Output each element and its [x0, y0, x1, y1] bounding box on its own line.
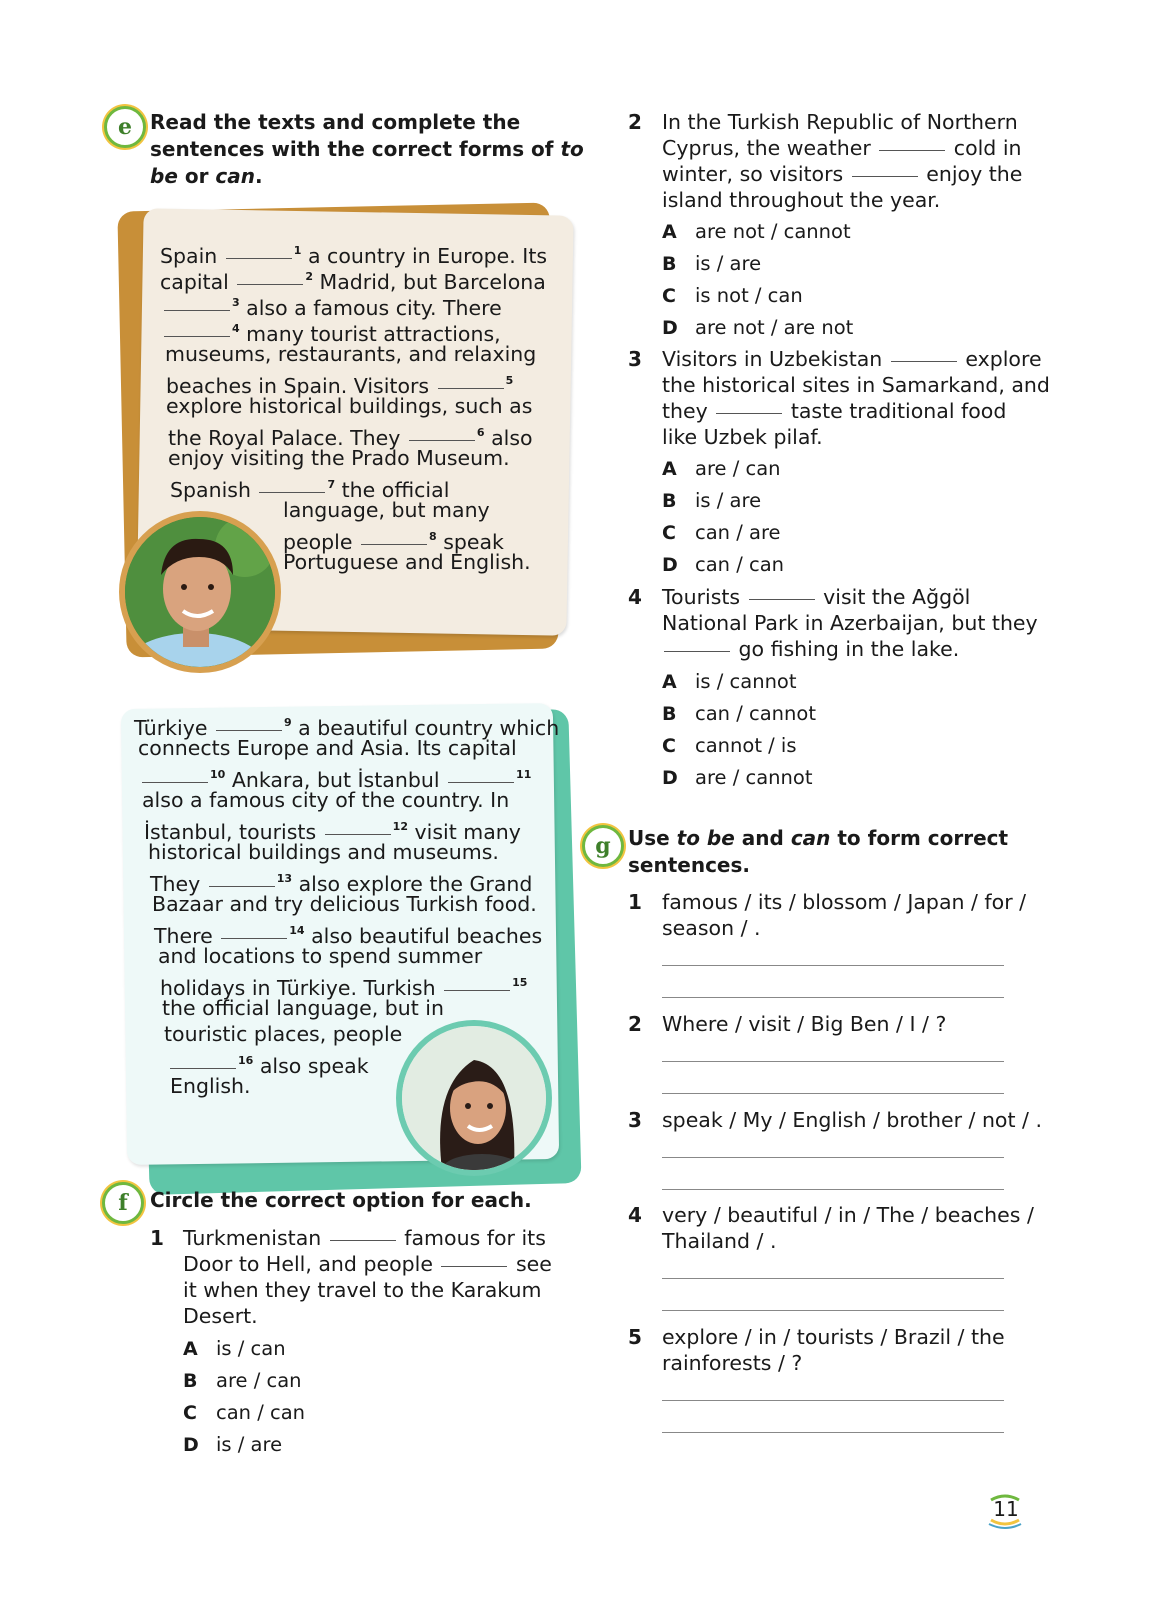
text-fragment: visit the Ağgöl: [816, 585, 971, 609]
question-line: [183, 1225, 546, 1252]
gap-number: 11: [516, 768, 532, 781]
answer-blank[interactable]: [330, 1239, 396, 1241]
text-fragment: language, but many: [283, 498, 490, 522]
text-fragment: and locations to spend summer: [158, 944, 483, 968]
text-fragment: also a famous city of the country. In: [142, 788, 510, 812]
text-fragment: Madrid, but Barcelona: [313, 270, 546, 294]
answer-option-c[interactable]: [662, 733, 797, 757]
text-line: [166, 393, 532, 420]
text-fragment: go fishing in the lake.: [732, 637, 960, 661]
question-line: [662, 424, 823, 451]
item-number: 3: [628, 1108, 642, 1132]
text-fragment: explore: [958, 347, 1042, 371]
option-letter: A: [662, 671, 677, 693]
section-e-heading: Read the texts and complete the sentences with the correct forms of to be or can.: [150, 110, 584, 188]
option-text: can / can: [695, 553, 785, 576]
answer-blank-9[interactable]: [216, 729, 282, 731]
text-fragment: also a famous city. There: [239, 296, 502, 320]
question-line: [183, 1251, 552, 1278]
answer-option-b[interactable]: [662, 251, 761, 275]
text-fragment: Ankara, but İstanbul: [225, 768, 447, 792]
text-fragment: Visitors in Uzbekistan: [662, 347, 889, 371]
answer-writing-line[interactable]: [662, 997, 1004, 998]
section-g-heading: Use to be and can to form correct sentences.: [628, 826, 1009, 877]
answer-blank-8[interactable]: [361, 543, 427, 545]
text-fragment: Bazaar and try delicious Turkish food.: [152, 892, 537, 916]
text-fragment: also beautiful beaches: [304, 924, 543, 948]
item-number: 4: [628, 1203, 642, 1227]
text-fragment: taste traditional food: [784, 399, 1007, 423]
answer-blank-7[interactable]: [259, 491, 325, 493]
text-fragment: see: [509, 1252, 552, 1276]
gap-number: 16: [238, 1054, 254, 1067]
text-line: [142, 787, 509, 814]
answer-writing-line[interactable]: [662, 1061, 1004, 1062]
text-fragment: famous for its: [397, 1226, 546, 1250]
question-number: 4: [628, 585, 642, 609]
text-line: [283, 549, 531, 576]
item-number: 5: [628, 1325, 642, 1349]
gap-number: 14: [289, 924, 305, 937]
text-fragment: holidays in Türkiye. Turkish: [160, 976, 443, 1000]
answer-blank[interactable]: [852, 175, 918, 177]
text-fragment: İstanbul, tourists: [144, 820, 323, 844]
option-text: is not / can: [695, 284, 803, 307]
question-line: [183, 1277, 542, 1304]
text-fragment: the official: [335, 478, 450, 502]
text-line: [170, 1073, 251, 1100]
answer-option-a[interactable]: [662, 219, 851, 243]
option-text: cannot / is: [695, 734, 797, 757]
gap-number: 13: [276, 872, 293, 885]
option-letter: C: [662, 522, 676, 544]
text-fragment: the official language, but in: [162, 996, 444, 1020]
item-number: 2: [628, 1012, 642, 1036]
option-text: is / are: [216, 1433, 283, 1456]
answer-blank-10[interactable]: [142, 781, 208, 783]
gap-number: 8: [429, 530, 437, 543]
gap-number: 1: [293, 244, 302, 257]
question-line: [662, 372, 1050, 399]
answer-option-c[interactable]: [662, 520, 781, 544]
text-fragment: Spain: [160, 244, 224, 268]
option-letter: C: [183, 1402, 197, 1424]
answer-blank[interactable]: [891, 360, 957, 362]
option-letter: C: [662, 285, 676, 307]
option-letter: B: [183, 1370, 198, 1392]
section-g-badge: g: [582, 825, 624, 867]
option-letter: B: [662, 703, 677, 725]
text-fragment: island throughout the year.: [662, 188, 941, 212]
text-fragment: historical buildings and museums.: [148, 840, 499, 864]
text-fragment: Portuguese and English.: [283, 550, 531, 574]
text-fragment: also speak: [253, 1054, 369, 1078]
answer-option-c[interactable]: [662, 283, 803, 307]
gap-number: 12: [392, 820, 408, 833]
question-line: [662, 636, 959, 663]
question-number: 2: [628, 110, 642, 134]
item-number: 1: [628, 890, 642, 914]
text-fragment: beaches in Spain. Visitors: [166, 374, 436, 398]
text-fragment: the Royal Palace. They: [168, 426, 407, 450]
gap-number: 15: [512, 976, 528, 989]
text-fragment: also: [484, 426, 533, 450]
text-fragment: speak: [436, 530, 504, 554]
text-fragment: cold in: [947, 136, 1022, 160]
option-letter: A: [662, 221, 677, 243]
text-line: [164, 1021, 402, 1048]
question-line: [662, 109, 1018, 136]
answer-writing-line[interactable]: [662, 1157, 1004, 1158]
text-fragment: many tourist attractions,: [239, 322, 501, 346]
answer-writing-line[interactable]: [662, 1189, 1004, 1190]
answer-option-b[interactable]: [183, 1368, 302, 1392]
answer-option-a[interactable]: [183, 1336, 286, 1360]
prompt-line: speak / My / English / brother / not / .: [662, 1108, 1042, 1132]
question-line: [662, 398, 1006, 425]
option-text: is / cannot: [695, 670, 797, 693]
option-letter: C: [662, 735, 676, 757]
answer-blank[interactable]: [441, 1265, 507, 1267]
gap-number: 5: [505, 374, 514, 387]
question-line: [662, 610, 1038, 637]
answer-blank-16[interactable]: [170, 1067, 236, 1069]
option-text: are not / cannot: [695, 220, 851, 243]
answer-blank-15[interactable]: [444, 989, 510, 991]
answer-writing-line[interactable]: [662, 1432, 1004, 1433]
option-text: is / can: [216, 1337, 286, 1360]
question-line: [662, 584, 970, 611]
text-line: [283, 497, 490, 524]
answer-option-c[interactable]: [183, 1400, 305, 1424]
answer-option-d[interactable]: [662, 552, 784, 576]
page-number: 11: [993, 1497, 1019, 1521]
prompt-line: Thailand / .: [662, 1229, 777, 1253]
text-fragment: Tourists: [662, 585, 747, 609]
option-text: can / cannot: [695, 702, 816, 725]
answer-blank-1[interactable]: [226, 257, 292, 259]
answer-blank[interactable]: [879, 149, 945, 151]
answer-option-b[interactable]: [662, 701, 816, 725]
text-fragment: visit many: [407, 820, 521, 844]
text-fragment: capital: [160, 270, 236, 294]
option-text: are not / are not: [695, 316, 854, 339]
answer-blank-3[interactable]: [164, 309, 230, 311]
prompt-line: explore / in / tourists / Brazil / the: [662, 1325, 1005, 1349]
answer-blank[interactable]: [749, 598, 815, 600]
option-text: is / are: [695, 252, 762, 275]
gap-number: 10: [210, 768, 226, 781]
section-f-heading: Circle the correct option for each.: [150, 1188, 532, 1212]
question-number: 3: [628, 347, 642, 371]
answer-writing-line[interactable]: [662, 1400, 1004, 1401]
text-line: [152, 891, 537, 918]
text-fragment: people: [283, 530, 360, 554]
answer-option-a[interactable]: [662, 669, 797, 693]
text-fragment: Spanish: [170, 478, 258, 502]
answer-blank-12[interactable]: [325, 833, 391, 835]
boy-photo: [119, 511, 281, 673]
text-fragment: touristic places, people: [164, 1022, 403, 1046]
option-text: are / can: [216, 1369, 302, 1392]
answer-blank-5[interactable]: [438, 387, 504, 389]
text-fragment: like Uzbek pilaf.: [662, 425, 823, 449]
text-fragment: enjoy visiting the Prado Museum.: [168, 446, 510, 470]
question-line: [662, 135, 1022, 162]
text-fragment: There: [154, 924, 220, 948]
text-fragment: They: [150, 872, 207, 896]
answer-writing-line[interactable]: [662, 1310, 1004, 1311]
option-text: can / can: [216, 1401, 306, 1424]
gap-number: 9: [283, 716, 292, 729]
text-fragment: connects Europe and Asia. Its capital: [138, 736, 517, 760]
text-fragment: Desert.: [183, 1304, 258, 1328]
option-letter: D: [662, 767, 678, 789]
text-line: [162, 995, 444, 1022]
text-fragment: it when they travel to the Karakum: [183, 1278, 542, 1302]
text-line: [165, 341, 536, 368]
text-fragment: English.: [170, 1074, 251, 1098]
text-fragment: a beautiful country which: [291, 716, 560, 740]
text-fragment: In the Turkish Republic of Northern: [662, 110, 1018, 134]
answer-writing-line[interactable]: [662, 965, 1004, 966]
gap-number: 2: [305, 270, 314, 283]
option-letter: D: [183, 1434, 199, 1456]
text-line: [168, 445, 510, 472]
answer-option-a[interactable]: [662, 456, 781, 480]
question-line: [662, 187, 940, 214]
text-fragment: explore historical buildings, such as: [166, 394, 533, 418]
answer-blank[interactable]: [716, 412, 782, 414]
option-letter: D: [662, 317, 678, 339]
text-fragment: enjoy the: [919, 162, 1023, 186]
gap-number: 6: [476, 426, 485, 439]
question-line: [662, 346, 1042, 373]
prompt-line: season / .: [662, 916, 761, 940]
option-letter: A: [662, 458, 677, 480]
answer-blank-11[interactable]: [448, 781, 514, 783]
answer-option-d[interactable]: [662, 315, 853, 339]
answer-blank-13[interactable]: [209, 885, 275, 887]
text-fragment: Door to Hell, and people: [183, 1252, 440, 1276]
answer-blank-4[interactable]: [164, 335, 230, 337]
text-fragment: they: [662, 399, 715, 423]
gap-number: 4: [232, 322, 240, 335]
answer-writing-line[interactable]: [662, 1278, 1004, 1279]
answer-blank[interactable]: [664, 650, 730, 652]
answer-option-d[interactable]: [183, 1432, 282, 1456]
answer-option-d[interactable]: [662, 765, 812, 789]
text-line: [158, 943, 482, 970]
prompt-line: Where / visit / Big Ben / I / ?: [662, 1012, 947, 1036]
text-fragment: winter, so visitors: [662, 162, 850, 186]
option-text: is / are: [695, 489, 762, 512]
text-fragment: Turkmenistan: [183, 1226, 328, 1250]
question-number: 1: [150, 1226, 164, 1250]
option-letter: B: [662, 490, 677, 512]
option-letter: B: [662, 253, 677, 275]
text-fragment: the historical sites in Samarkand, and: [662, 373, 1050, 397]
question-line: [183, 1303, 258, 1330]
answer-blank-6[interactable]: [409, 439, 475, 441]
option-letter: A: [183, 1338, 198, 1360]
answer-writing-line[interactable]: [662, 1093, 1004, 1094]
text-fragment: National Park in Azerbaijan, but they: [662, 611, 1038, 635]
answer-blank-2[interactable]: [237, 283, 303, 285]
section-e-badge: e: [104, 106, 146, 148]
text-line: [138, 735, 517, 762]
option-letter: D: [662, 554, 678, 576]
prompt-line: rainforests / ?: [662, 1351, 803, 1375]
text-fragment: Cyprus, the weather: [662, 136, 878, 160]
prompt-line: famous / its / blossom / Japan / for /: [662, 890, 1027, 914]
text-fragment: a country in Europe. Its: [301, 244, 548, 268]
question-line: [662, 161, 1022, 188]
answer-option-b[interactable]: [662, 488, 761, 512]
text-fragment: also explore the Grand: [292, 872, 533, 896]
text-fragment: Türkiye: [134, 716, 214, 740]
section-f-badge: f: [102, 1182, 144, 1224]
girl-photo: [396, 1020, 552, 1176]
option-text: are / can: [695, 457, 781, 480]
option-text: are / cannot: [695, 766, 813, 789]
gap-number: 3: [232, 296, 240, 309]
answer-blank-14[interactable]: [221, 937, 287, 939]
text-fragment: museums, restaurants, and relaxing: [165, 342, 537, 366]
prompt-line: very / beautiful / in / The / beaches /: [662, 1203, 1034, 1227]
gap-number: 7: [327, 478, 336, 491]
option-text: can / are: [695, 521, 781, 544]
text-line: [148, 839, 499, 866]
